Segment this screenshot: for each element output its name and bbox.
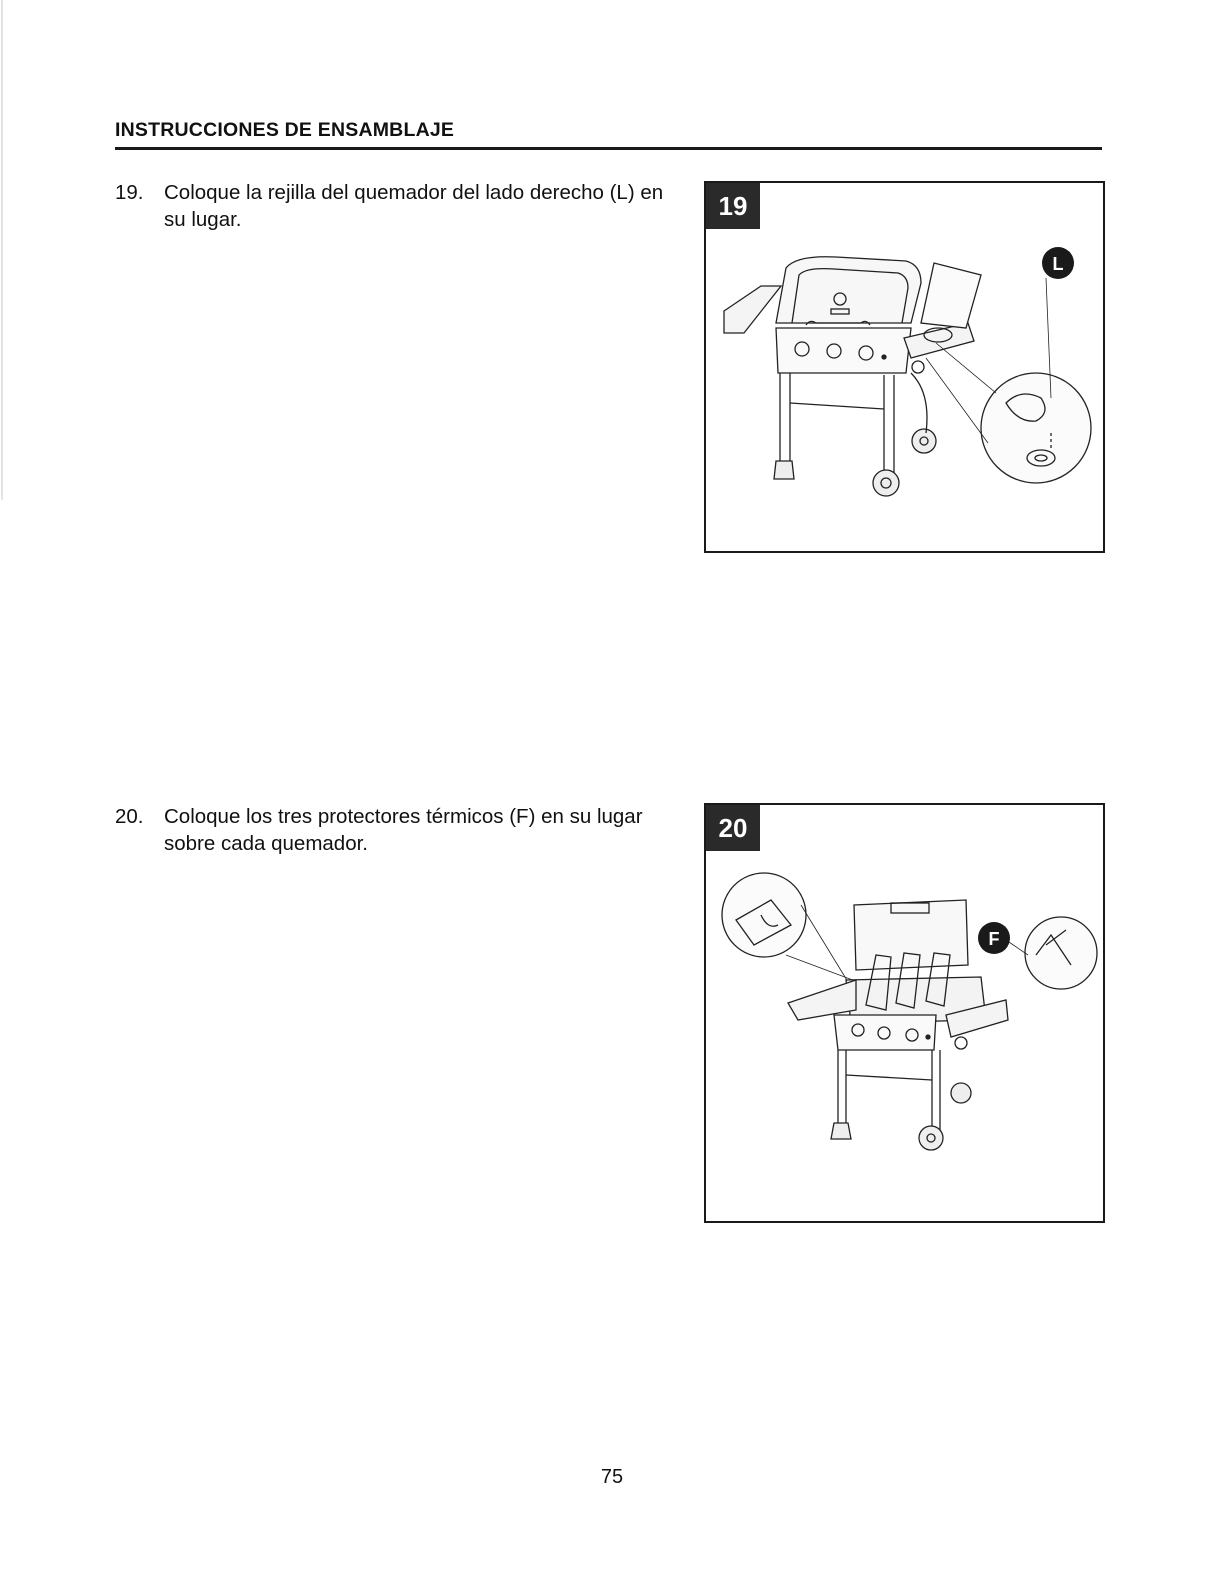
- section-heading: [115, 119, 1102, 150]
- callout-label: L: [1052, 254, 1064, 274]
- step-text: Coloque la rejilla del quemador del lado derecho (L) en su lugar.: [164, 181, 664, 231]
- step-number: 20.: [115, 805, 144, 828]
- grill-side-burner-grate-illustration: [706, 183, 1103, 551]
- page-number: 75: [600, 1466, 624, 1488]
- grill-heat-tents-illustration: [706, 805, 1103, 1221]
- step-badge: 19: [706, 183, 760, 229]
- section-title: INSTRUCCIONES DE ENSAMBLAJE: [115, 119, 455, 141]
- heading-rule: [115, 147, 1102, 150]
- step-badge: 20: [706, 805, 760, 851]
- step-number: 19.: [115, 181, 144, 204]
- figure-20: [704, 803, 1105, 1223]
- step-text: Coloque los tres protectores térmicos (F) en su lugar sobre cada quemador.: [164, 805, 643, 855]
- step-20-instruction: [115, 803, 675, 857]
- scan-margin-mark: [1, 0, 3, 500]
- figure-19: [704, 181, 1105, 553]
- step-19-instruction: [115, 179, 675, 233]
- callout-label: F: [988, 929, 1000, 949]
